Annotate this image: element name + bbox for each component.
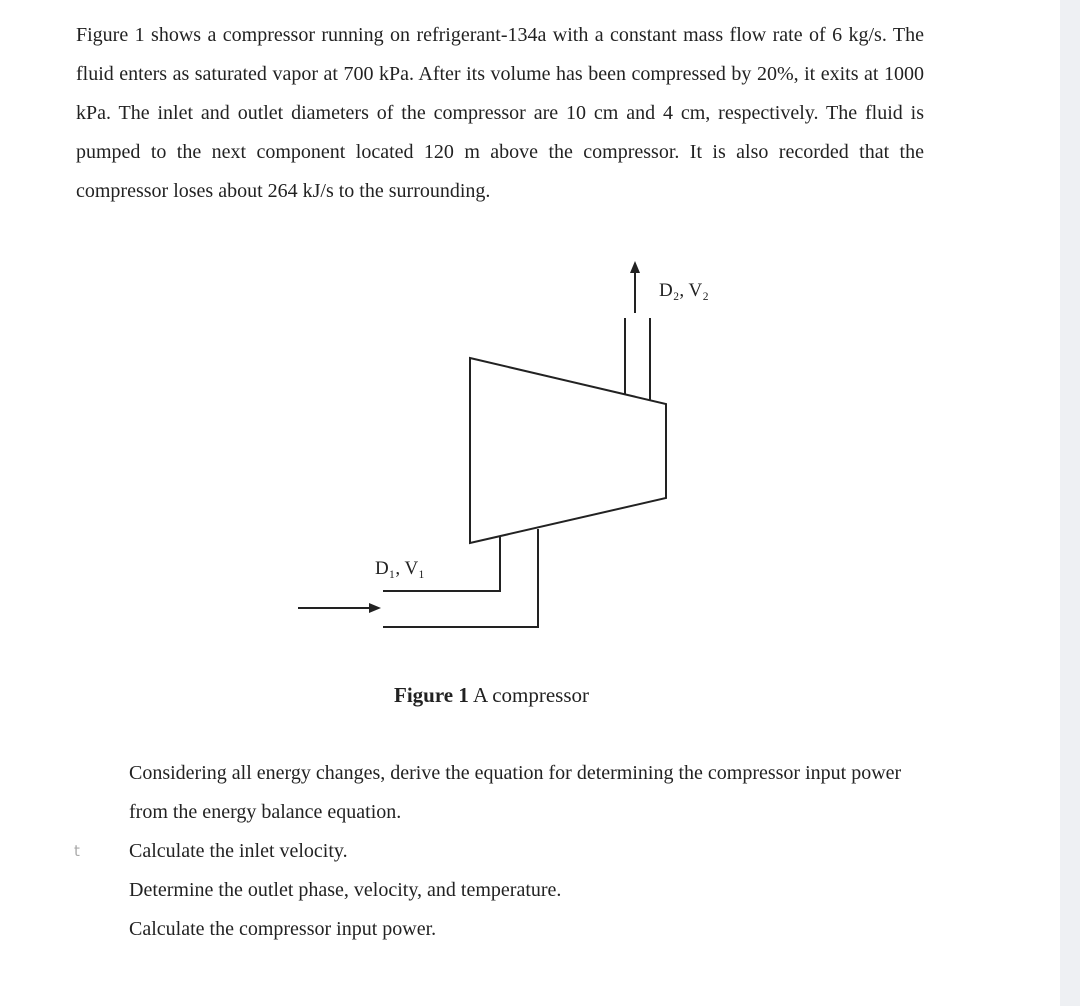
caption-text: A compressor: [468, 683, 590, 707]
question-item: Calculate the inlet velocity.: [129, 840, 348, 862]
caption-number: Figure 1: [394, 683, 469, 707]
outlet-arrow-icon: [630, 261, 640, 313]
margin-mark: t: [74, 842, 80, 860]
figure-caption: [394, 683, 589, 708]
inlet-label: D₁, V₁: [375, 558, 425, 579]
question-item: Calculate the compressor input power.: [129, 918, 437, 940]
question-item: Considering all energy changes, derive the equation for determining the compressor input power from the energy balance equation.: [129, 762, 902, 823]
right-scroll-strip: [1060, 0, 1080, 1006]
question-list: [129, 754, 929, 949]
inlet-arrow-icon: [298, 603, 381, 613]
question-item: Determine the outlet phase, velocity, and temperature.: [129, 879, 562, 901]
compressor-body: [470, 358, 666, 543]
outlet-label: D₂, V₂: [659, 280, 709, 301]
problem-statement: Figure 1 shows a compressor running on refrigerant-134a with a constant mass flow rate of 6 kg/s. The fluid enters as saturated vapor at 700 kPa. After its volume has been compressed by 20%, it exits at 1000 kPa. The inlet and outlet diameters of the compressor are 10 cm and 4 cm, respectively. The fluid is pumped to the next component located 120 m above the compressor. It is also recorded that the compressor loses about 264 kJ/s to the surrounding.: [76, 24, 924, 202]
